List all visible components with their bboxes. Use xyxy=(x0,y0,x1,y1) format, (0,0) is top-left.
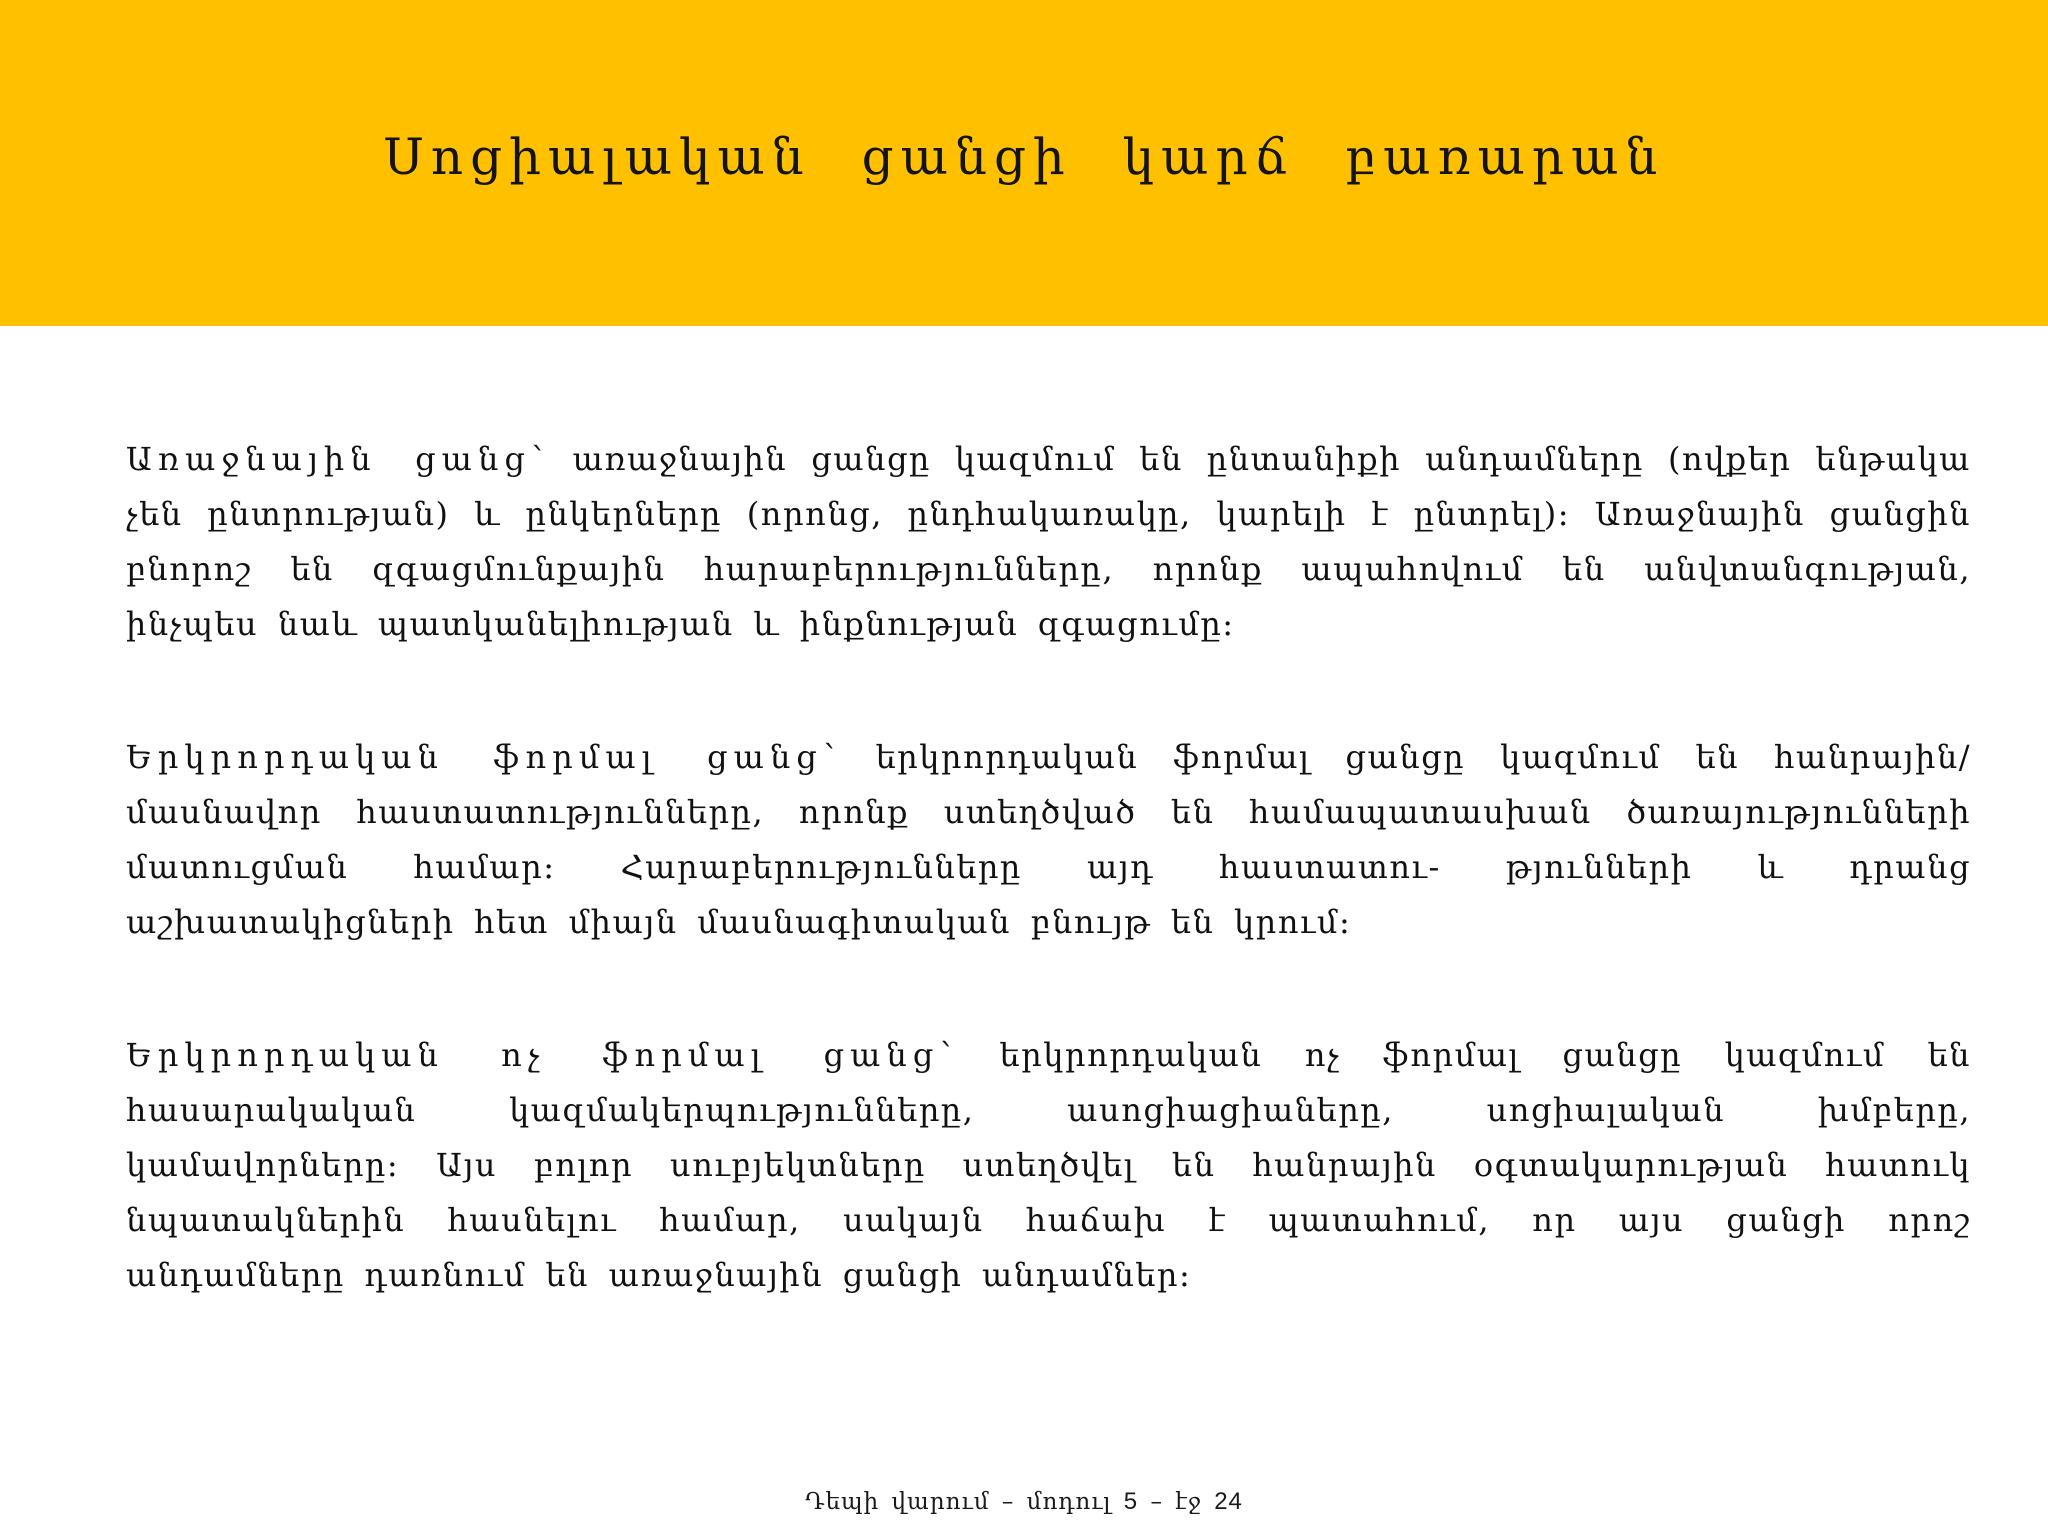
glossary-definition: երկրորդական ֆորմալ ցանցը կազմում են հանրային/մասնավոր հաստատությունները, որոնք ստեղծված են համապատասխան ծառայությունների մատուցման համար։ Հարաբերությունները այդ հաստատու- թյունների և դրանց աշխատակիցների հետ միայն մասնագիտական բնույթ են կրում։ xyxy=(126,738,1972,941)
page-footer xyxy=(0,1488,2048,1516)
title-banner xyxy=(0,0,2048,326)
footer-label: Դեպի վարում – մոդուլ xyxy=(805,1489,1112,1515)
glossary-entry-primary-network xyxy=(126,432,1971,652)
glossary-entry-secondary-formal-network xyxy=(126,730,1971,950)
glossary-term: Առաջնային ցանց՝ xyxy=(126,440,549,478)
glossary-entry-secondary-informal-network xyxy=(126,1028,1971,1303)
module-number: 5 xyxy=(1123,1488,1139,1515)
glossary-term: Երկրորդական ոչ ֆորմալ ցանց՝ xyxy=(126,1036,957,1074)
footer-dash: – xyxy=(1150,1489,1163,1515)
glossary-definition: երկրորդական ոչ ֆորմալ ցանցը կազմում են հասարակական կազմակերպությունները, ասոցիացիաները, սոցիալական խմբերը, կամավորները։ Այս բոլոր սուբյեկտները ստեղծվել են հանրային օգտակարության հատուկ նպատակներին հասնելու համար, սակայն հաճախ է պատահում, որ այս ցանցի որոշ անդամները դառնում են առաջնային ցանցի անդամներ։ xyxy=(126,1036,1972,1294)
glossary-body xyxy=(126,432,1971,1381)
page-label: էջ xyxy=(1175,1489,1202,1515)
page-number: 24 xyxy=(1214,1488,1243,1515)
glossary-term: Երկրորդական ֆորմալ ցանց՝ xyxy=(126,738,841,776)
page-title: Սոցիալական ցանցի կարճ բառարան xyxy=(383,128,1665,186)
glossary-definition: առաջնային ցանցը կազմում են ընտանիքի անդամները (ովքեր ենթակա չեն ընտրության) և ընկերները (որոնց, ընդհակառակը, կարելի է ընտրել)։ Առաջնային ցանցին բնորոշ են զգացմունքային հարաբերությունները, որոնք ապահովում են անվտանգության, ինչպես նաև պատկանելիության և ինքնության զգացումը։ xyxy=(126,440,1972,643)
